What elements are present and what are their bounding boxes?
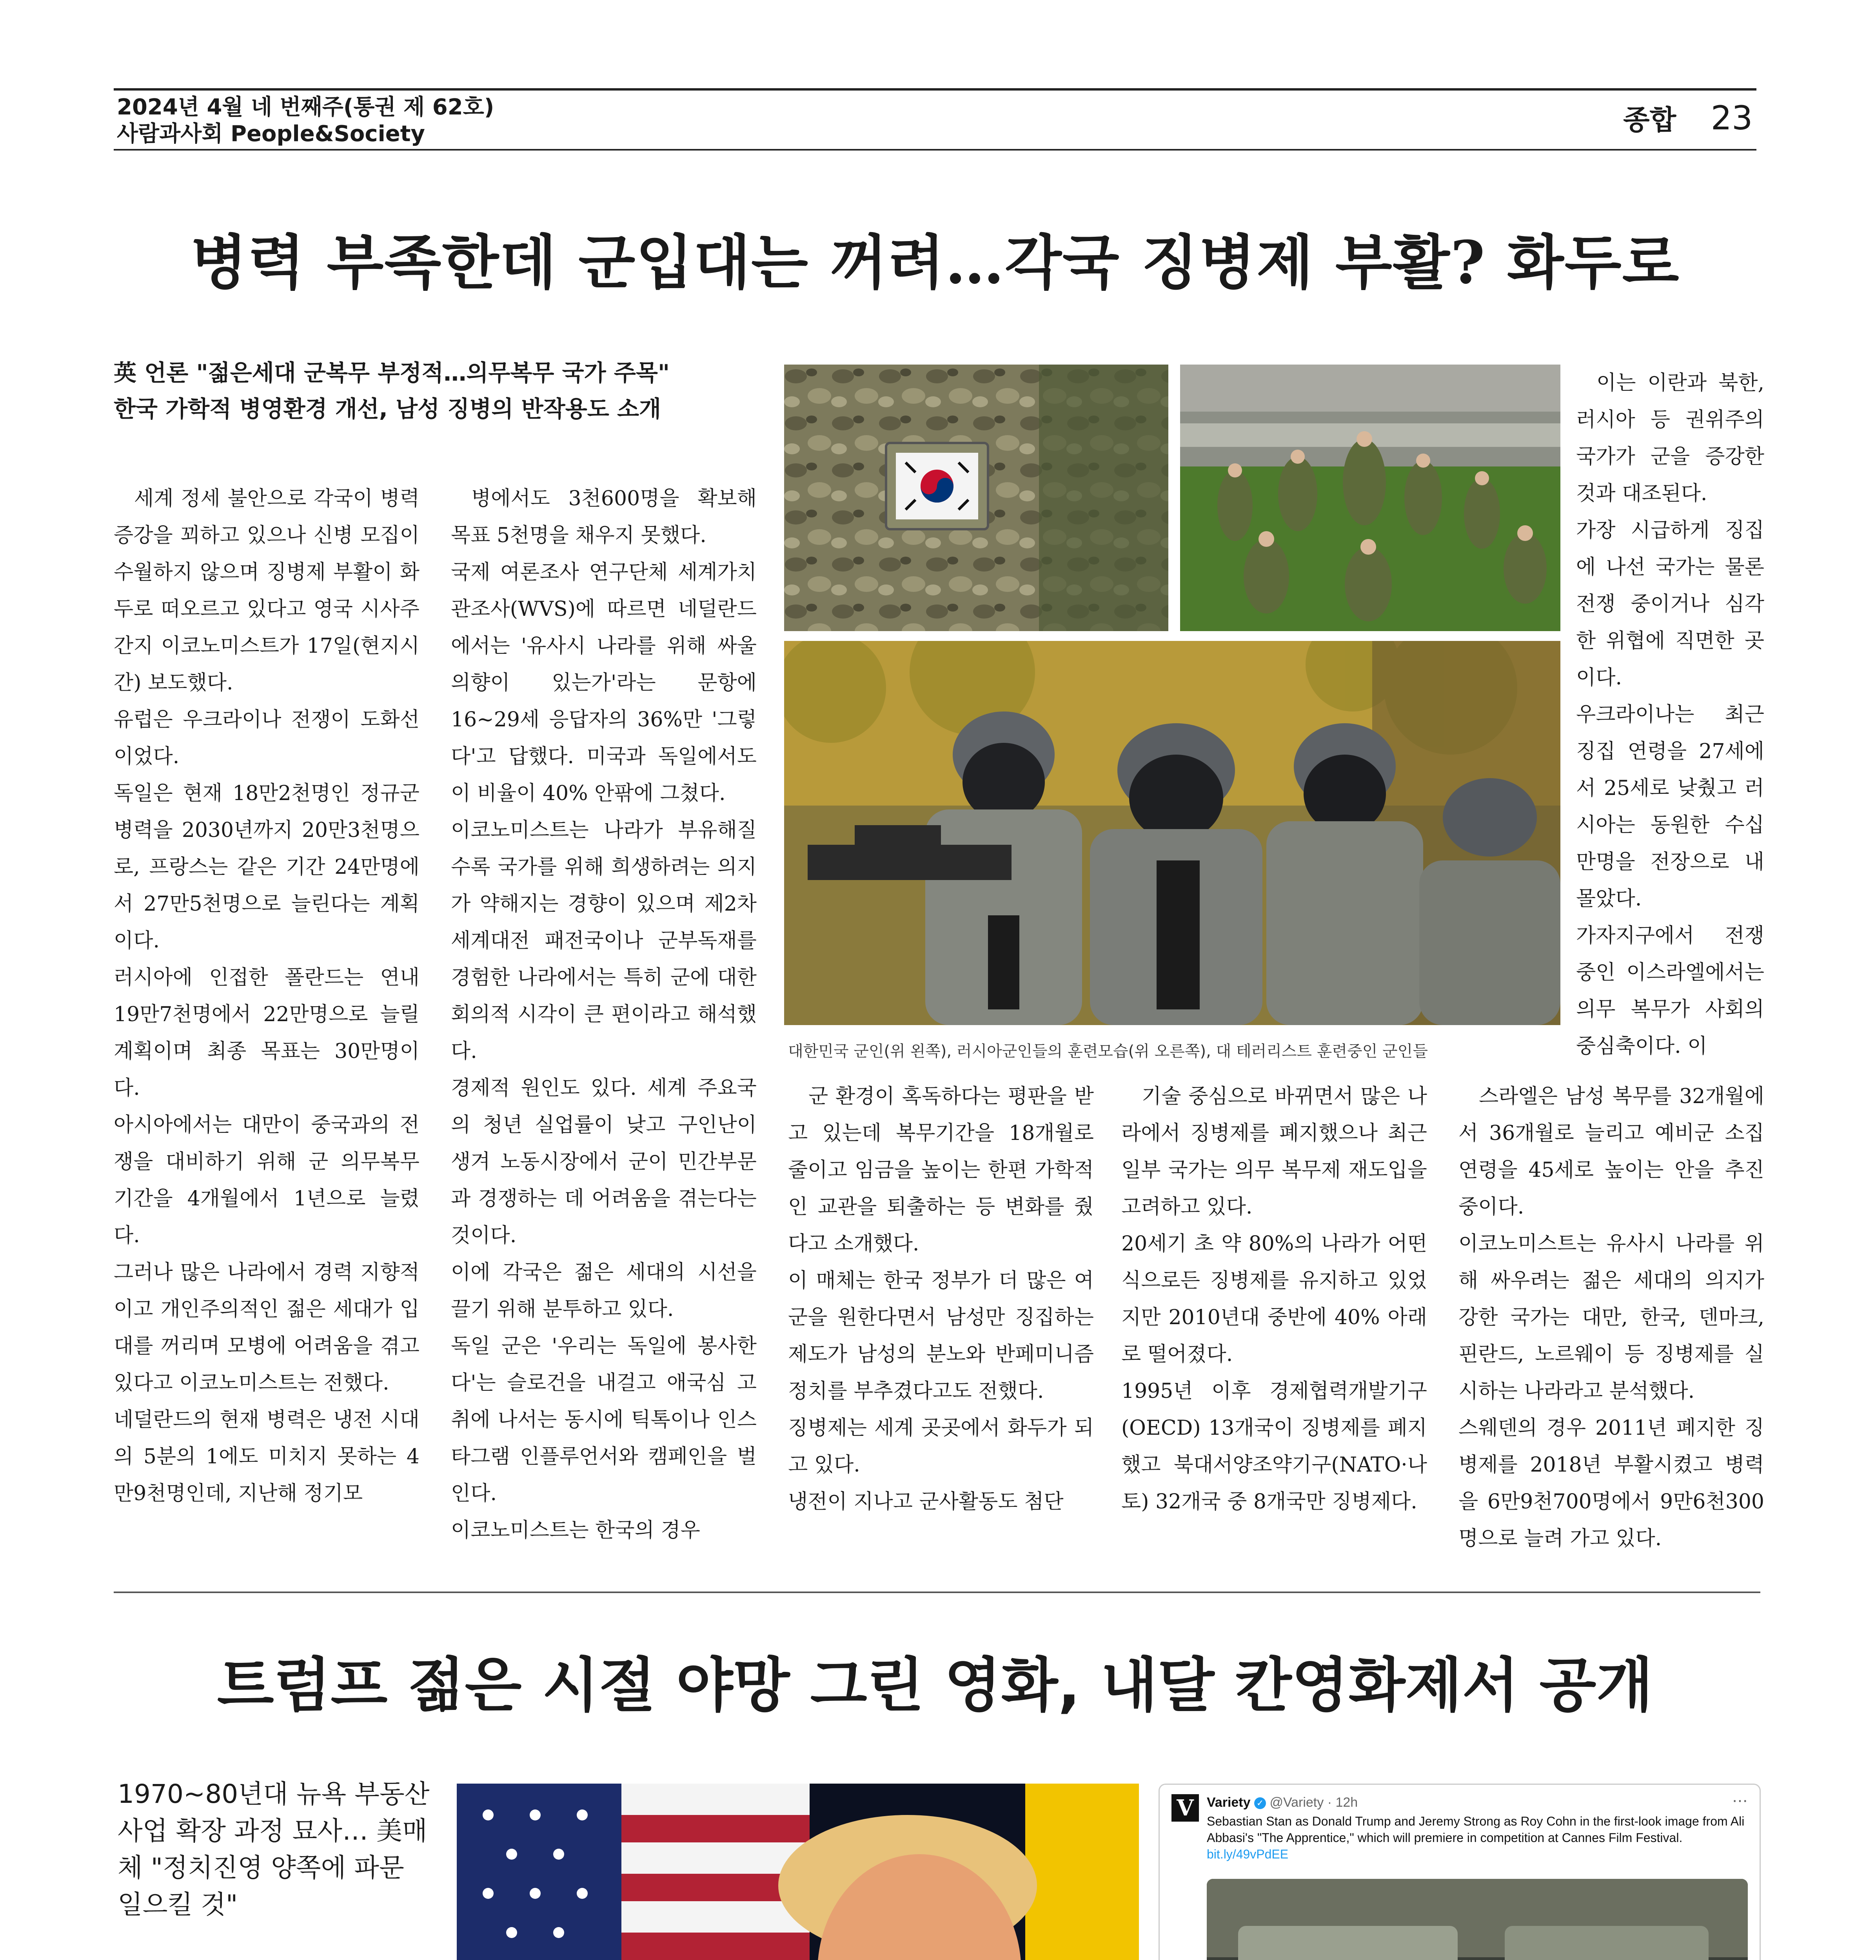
article1-side-column-text: 이는 이란과 북한, 러시아 등 권위주의 국가가 군을 증강한 것과 대조된다. 가장 시급하게 징집에 나선 국가는 물론 전쟁 중이거나 심각한 위협에 직면한 곳이다. 우크라이나는 최근 징집 연령을 27세에서 25세로 낮췄고 러시아는 동원한 수십만명을 전장으로 내몰았다. 가자지구에서 전쟁 중인 이스라엘에서는 의무 복무가 사회의 중심축이다. 이 <box>1576 371 1764 1058</box>
header-top-rule <box>114 88 1756 91</box>
tweet-body <box>1207 1813 1748 1862</box>
tweet-header <box>1207 1795 1358 1810</box>
article1-column-2 <box>451 480 757 1578</box>
article1-side-column <box>1576 365 1764 1074</box>
article2-headline: 트럼프 젊은 시절 야망 그린 영화, 내달 칸영화제서 공개 <box>217 1651 1653 1720</box>
korean-soldier-photo <box>784 365 1168 631</box>
variety-tweet-card <box>1159 1784 1761 1960</box>
article-separator <box>114 1592 1760 1593</box>
tweet-handle: @Variety · 12h <box>1269 1795 1358 1810</box>
article2-subhead: 1970~80년대 뉴욕 부동산 사업 확장 과정 묘사… 美매체 "정치진영 양쪽에 파문 일으킬 것" <box>118 1779 430 1920</box>
issue-date: 2024년 4월 네 번째주(통권 제 62호) <box>117 94 494 120</box>
article1-column-4 <box>1121 1078 1427 1576</box>
paper-name: 사람과사회 People&Society <box>117 121 425 147</box>
issue-info <box>117 94 494 147</box>
article1-column-3 <box>788 1078 1094 1576</box>
russian-training-photo <box>1180 365 1560 631</box>
verified-badge-icon: ✓ <box>1254 1797 1266 1809</box>
tweet-link[interactable]: bit.ly/49vPdEE <box>1207 1847 1289 1861</box>
counter-terrorism-training-photo <box>784 641 1560 1025</box>
trump-photo <box>457 1784 1139 1960</box>
article1-subhead-line1: 英 언론 "젊은세대 군복무 부정적…의무복무 국가 주목" <box>114 359 670 386</box>
tweet-account: Variety <box>1207 1795 1251 1810</box>
article1-column-1-text: 세계 정세 불안으로 각국이 병력 증강을 꾀하고 있으나 신병 모집이 수월하지 않으며 징병제 부활이 화두로 떠오르고 있다고 영국 시사주간지 이코노미스트가 17일(현지시간) 보도했다. 유럽은 우크라이나 전쟁이 도화선이었다. 독일은 현재 18만2천명인 정규군 병력을 2030년까지 20만3천명으로, 프랑스는 같은 기간 24만명에서 27만5천명으로 늘린다는 계획이다. 러시아에 인접한 폴란드는 연내 19만7천명에서 22만명으로 늘릴 계획이며 최종 목표는 30만명이다. 아시아에서는 대만이 중국과의 전쟁을 대비하기 위해 군 의무복무 기간을 4개월에서 1년으로 늘렸다. 그러나 많은 나라에서 경력 지향적이고 개인주의적인 젊은 세대가 입대를 꺼리며 모병에 어려움을 겪고 있다고 이코노미스트는 전했다. 네덜란드의 현재 병력은 냉전 시대의 5분의 1에도 미치지 못하는 4만9천명인데, 지난해 정기모 <box>114 487 420 1505</box>
article1-column-1 <box>114 480 420 1578</box>
article1-column-3-text: 군 환경이 혹독하다는 평판을 받고 있는데 복무기간을 18개월로 줄이고 임금을 높이는 한편 가학적인 교관을 퇴출하는 등 변화를 줬다고 소개했다. 이 매체는 한국 정부가 더 많은 여군을 원한다면서 남성만 징집하는 제도가 남성의 분노와 반페미니즘 정치를 부추겼다고도 전했다. 징병제는 세계 곳곳에서 화두가 되고 있다. 냉전이 지나고 군사활동도 첨단 <box>788 1085 1094 1514</box>
tweet-more-icon[interactable]: ⋯ <box>1732 1792 1748 1810</box>
article1-photo-caption: 대한민국 군인(위 왼쪽), 러시아군인들의 훈련모습(위 오른쪽), 대 테러리스트 훈련중인 군인들 <box>788 1042 1428 1060</box>
section-label: 종합 <box>1623 104 1676 136</box>
article1-subhead <box>114 355 772 427</box>
article1-column-5 <box>1458 1078 1764 1576</box>
header-bottom-rule <box>114 149 1756 151</box>
tweet-text: Sebastian Stan as Donald Trump and Jeremy Strong as Roy Cohn in the first-look image from Ali Abbasi's "The Apprentice," which will premiere in competition at Cannes Film Festival. <box>1207 1814 1745 1845</box>
section-page <box>1623 98 1753 138</box>
tweet-movie-still <box>1207 1879 1748 1960</box>
article1-subhead-line2: 한국 가학적 병영환경 개선, 남성 징병의 반작용도 소개 <box>114 396 661 422</box>
article1-headline: 병력 부족한데 군입대는 꺼려…각국 징병제 부활? 화두로 <box>190 228 1680 297</box>
article1-column-2-text: 병에서도 3천600명을 확보해 목표 5천명을 채우지 못했다. 국제 여론조사 연구단체 세계가치관조사(WVS)에 따르면 네덜란드에서는 '유사시 나라를 위해 싸울 의향이 있는가'라는 문항에 16~29세 응답자의 36%만 '그렇다'고 답했다. 미국과 독일에서도 이 비율이 40% 안팎에 그쳤다. 이코노미스트는 나라가 부유해질수록 국가를 위해 희생하려는 의지가 약해지는 경향이 있으며 제2차 세계대전 패전국이나 군부독재를 경험한 나라에서는 특히 군에 대한 회의적 시각이 큰 편이라고 해석했다. 경제적 원인도 있다. 세계 주요국의 청년 실업률이 낮고 구인난이 생겨 노동시장에서 군이 민간부문과 경쟁하는 데 어려움을 겪는다는 것이다. 이에 각국은 젊은 세대의 시선을 끌기 위해 분투하고 있다. 독일 군은 '우리는 독일에 봉사한다'는 슬로건을 내걸고 애국심 고취에 나서는 동시에 틱톡이나 인스타그램 인플루언서와 캠페인을 벌인다. 이코노미스트는 한국의 경우 <box>451 487 757 1542</box>
page-number: 23 <box>1711 99 1753 137</box>
article1-column-5-text: 스라엘은 남성 복무를 32개월에서 36개월로 늘리고 예비군 소집 연령을 45세로 높이는 안을 추진 중이다. 이코노미스트는 유사시 나라를 위해 싸우려는 젊은 세대의 의지가 강한 국가는 대만, 한국, 덴마크, 핀란드, 노르웨이 등 징병제를 실시하는 나라라고 분석했다. 스웨덴의 경우 2011년 폐지한 징병제를 2018년 부활시켰고 병력을 6만9천700명에서 9만6천300명으로 늘려 가고 있다. <box>1458 1085 1764 1550</box>
article1-column-4-text: 기술 중심으로 바뀌면서 많은 나라에서 징병제를 폐지했으나 최근 일부 국가는 의무 복무제 재도입을 고려하고 있다. 20세기 초 약 80%의 나라가 어떤 식으로든 징병제를 유지하고 있었지만 2010년대 중반에 40% 아래로 떨어졌다. 1995년 이후 경제협력개발기구(OECD) 13개국이 징병제를 폐지했고 북대서양조약기구(NATO·나토) 32개국 중 8개국만 징병제다. <box>1121 1085 1427 1514</box>
variety-logo-icon: V <box>1171 1794 1199 1822</box>
